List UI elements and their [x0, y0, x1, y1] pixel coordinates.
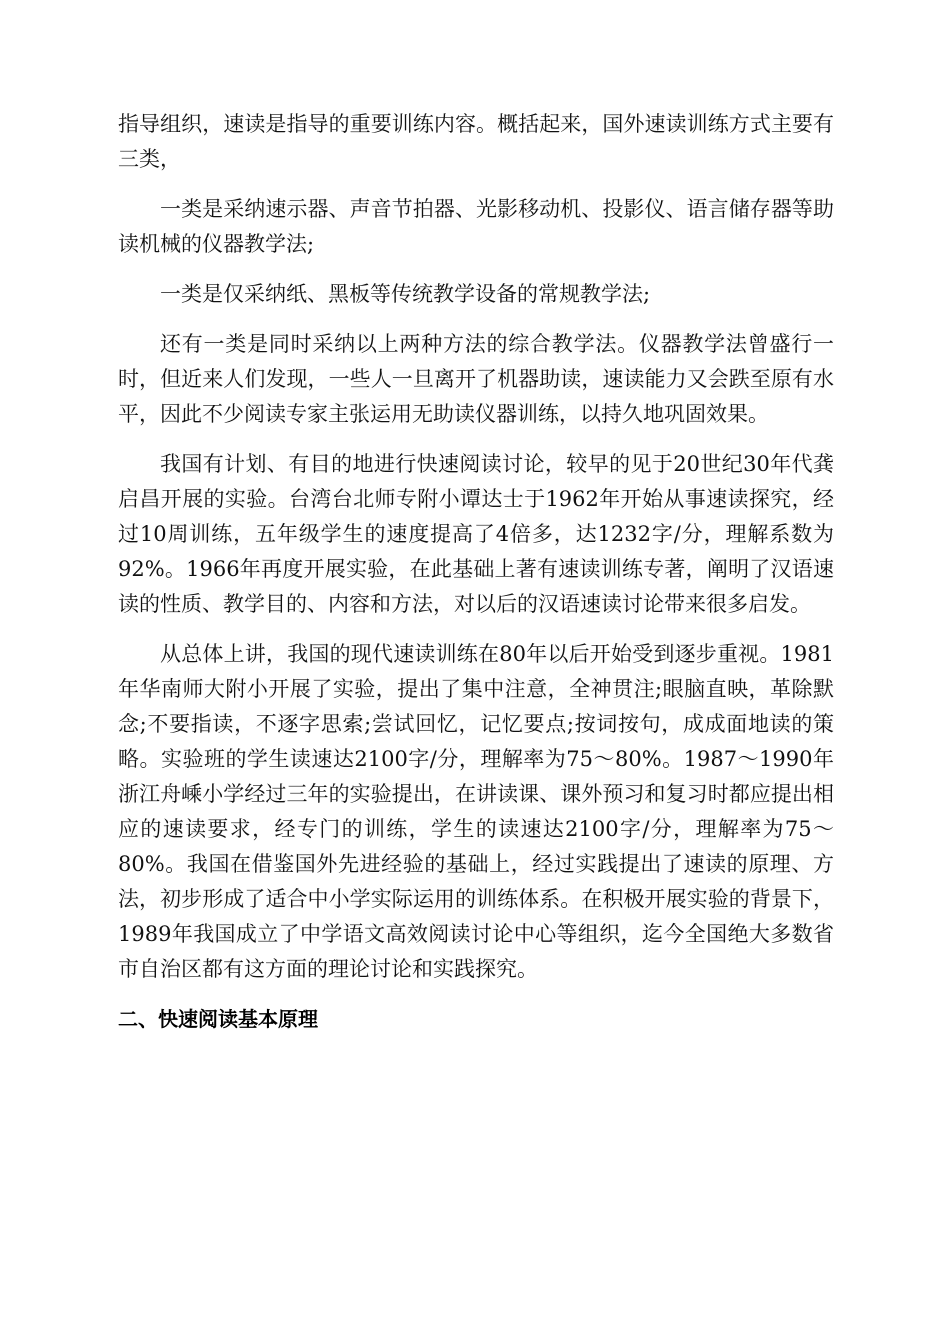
document-page	[118, 107, 834, 1037]
paragraph-type-three: 还有一类是同时采纳以上两种方法的综合教学法。仪器教学法曾盛行一时，但近来人们发现，一些人一旦离开了机器助读，速读能力又会跌至原有水平，因此不少阅读专家主张运用无助读仪器训练，以持久地巩固效果。	[118, 332, 834, 426]
section-heading: 二、快速阅读基本原理	[118, 1007, 318, 1031]
paragraph-domestic-history: 我国有计划、有目的地进行快速阅读讨论，较早的见于20世纪30年代龚启昌开展的实验。台湾台北师专附小谭达士于1962年开始从事速读探究，经过10周训练，五年级学生的速度提高了4倍多，达1232字/分，理解系数为92%。1966年再度开展实验，在此基础上著有速读训练专著，阐明了汉语速读的性质、教学目的、内容和方法，对以后的汉语速读讨论带来很多启发。	[118, 452, 834, 616]
paragraph-type-one: 一类是采纳速示器、声音节拍器、光影移动机、投影仪、语言储存器等助读机械的仪器教学法;	[118, 197, 834, 256]
paragraph-type-two: 一类是仅采纳纸、黑板等传统教学设备的常规教学法;	[160, 282, 651, 306]
paragraph-modern-training: 从总体上讲，我国的现代速读训练在80年以后开始受到逐步重视。1981年华南师大附小开展了实验，提出了集中注意，全神贯注;眼脑直映，革除默念;不要指读，不逐字思索;尝试回忆，记忆要点;按词按句，成成面地读的策略。实验班的学生读速达2100字/分，理解率为75～80%。1987～1990年浙江舟嵊小学经过三年的实验提出，在讲读课、课外预习和复习时都应提出相应的速读要求，经专门的训练，学生的读速达2100字/分，理解率为75～80%。我国在借鉴国外先进经验的基础上，经过实践提出了速读的原理、方法，初步形成了适合中小学实际运用的训练体系。在积极开展实验的背景下，1989年我国成立了中学语文高效阅读讨论中心等组织，迄今全国绝大多数省市自治区都有这方面的理论讨论和实践探究。	[118, 642, 834, 981]
paragraph-intro: 指导组织，速读是指导的重要训练内容。概括起来，国外速读训练方式主要有三类，	[118, 112, 834, 171]
